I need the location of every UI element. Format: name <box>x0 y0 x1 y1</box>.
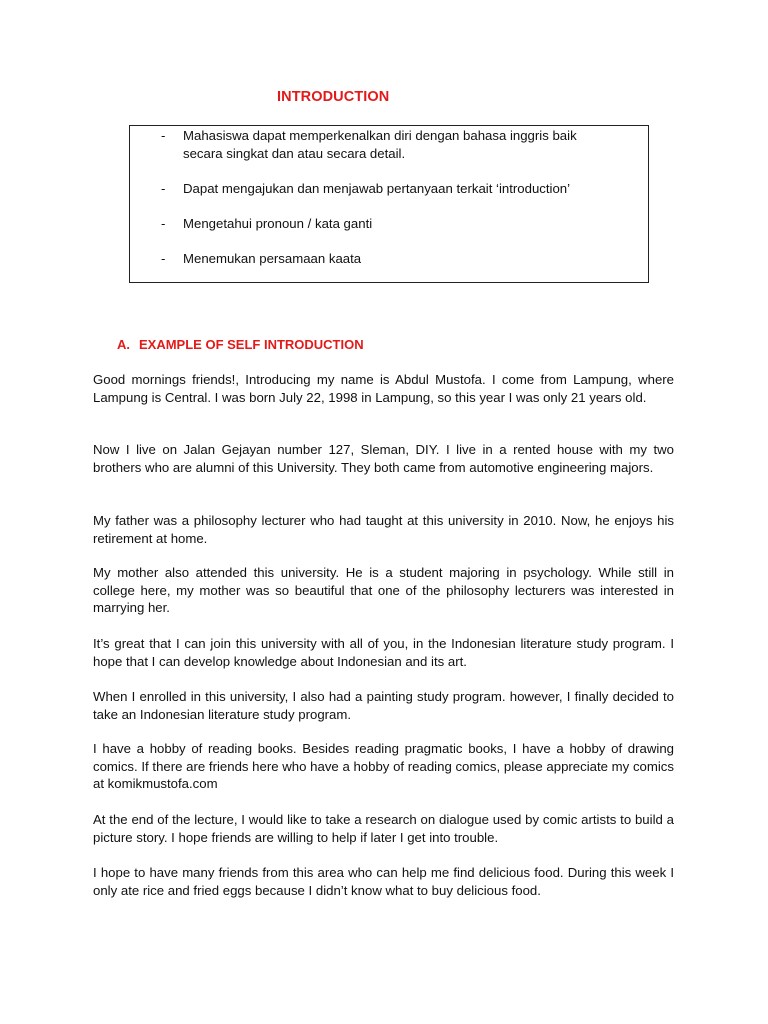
paragraph: At the end of the lecture, I would like to take a research on dialogue used by comic artists to build a picture story. I hope friends are willing to help if later I get into trouble. <box>93 812 674 845</box>
paragraph: It’s great that I can join this university with all of you, in the Indonesian literature study program. I hope that I can develop knowledge about Indonesian and its art. <box>93 636 674 669</box>
objective-text: Mengetahui pronoun / kata ganti <box>183 216 373 231</box>
bullet-dash: - <box>161 128 166 143</box>
bullet-dash: - <box>161 251 166 266</box>
objectives-box <box>129 125 649 283</box>
paragraph: I have a hobby of reading books. Besides reading pragmatic books, I have a hobby of drawing comics. If there are friends here who have a hobby of reading comics, please appreciate my comics at komikmustofa.com <box>93 741 674 791</box>
paragraph: My father was a philosophy lecturer who had taught at this university in 2010. Now, he enjoys his retirement at home. <box>93 513 674 546</box>
bullet-dash: - <box>161 181 166 196</box>
paragraph: Now I live on Jalan Gejayan number 127, Sleman, DIY. I live in a rented house with my two brothers who are alumni of this University. They both came from automotive engineering majors. <box>93 442 674 475</box>
objective-text: Menemukan persamaan kaata <box>183 251 362 266</box>
bullet-dash: - <box>161 216 166 231</box>
page-title: INTRODUCTION <box>277 89 390 105</box>
paragraph: My mother also attended this university. He is a student majoring in psychology. While still in college here, my mother was so beautiful that one of the philosophy lecturers was interested in marrying her. <box>93 565 674 615</box>
paragraph: Good mornings friends!, Introducing my name is Abdul Mustofa. I come from Lampung, where Lampung is Central. I was born July 22, 1998 in Lampung, so this year I was only 21 years old. <box>93 372 674 405</box>
section-heading-text: EXAMPLE OF SELF INTRODUCTION <box>139 337 364 352</box>
section-letter: A. <box>117 337 130 352</box>
paragraph: When I enrolled in this university, I also had a painting study program. however, I finally decided to take an Indonesian literature study program. <box>93 689 674 722</box>
objective-text: Dapat mengajukan dan menjawab pertanyaan terkait ‘introduction’ <box>183 181 571 196</box>
objective-text: Mahasiswa dapat memperkenalkan diri dengan bahasa inggris baik secara singkat dan atau secara detail. <box>183 128 577 161</box>
section-heading <box>117 337 364 352</box>
paragraph: I hope to have many friends from this area who can help me find delicious food. During this week I only ate rice and fried eggs because I didn’t know what to buy delicious food. <box>93 865 674 898</box>
